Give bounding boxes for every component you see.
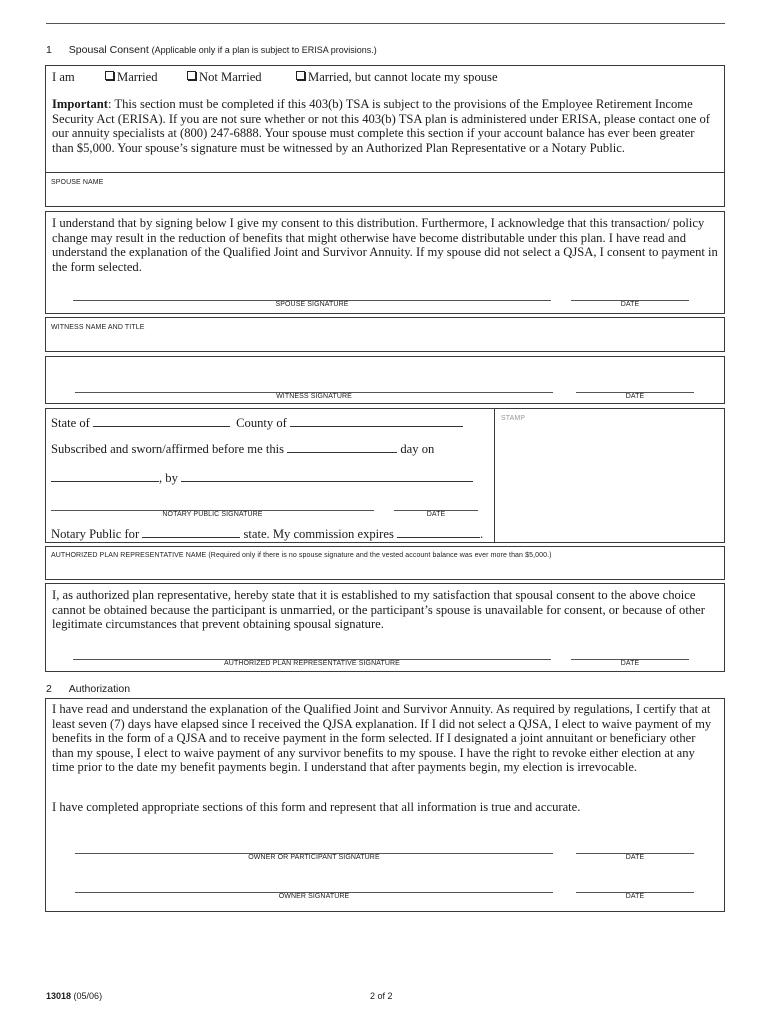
checkbox-icon	[105, 71, 114, 80]
section-1-heading	[46, 44, 377, 56]
state-of-line[interactable]	[93, 414, 230, 427]
option-married: Married	[117, 70, 158, 84]
authorized-rep-signature-label: AUTHORIZED PLAN REPRESENTATIVE SIGNATURE	[224, 660, 400, 667]
form-number-value: 13018	[46, 991, 72, 1001]
by-label: , by	[159, 471, 178, 485]
spouse-signature-label: SPOUSE SIGNATURE	[275, 301, 349, 308]
marital-status-row	[52, 70, 498, 85]
checkbox-icon	[187, 71, 196, 80]
county-of-label: County of	[236, 416, 287, 430]
date-on-line[interactable]	[51, 469, 159, 482]
authorized-rep-statement-box	[45, 583, 725, 672]
notary-state-line[interactable]	[142, 525, 240, 538]
witness-name-label: WITNESS NAME AND TITLE	[51, 324, 145, 331]
section-2-number: 2	[46, 683, 52, 695]
checkbox-icon	[296, 71, 305, 80]
county-of-line[interactable]	[290, 414, 463, 427]
commission-label: state. My commission expires	[243, 527, 394, 541]
consent-text: I understand that by signing below I give my consent to this distribution. Furthermore, I acknowledge that this transaction/ policy change may result in the reduction of benefits that might otherwise have become distributable under this plan. I have read and understand the explanation of the Qualified Joint and Survivor Annuity. If my spouse did not select a QJSA, I consent to payment in the form selected.	[52, 216, 718, 274]
stamp-label: STAMP	[501, 415, 526, 422]
form-number	[46, 991, 102, 1001]
important-paragraph	[52, 97, 719, 155]
stamp-box	[494, 408, 725, 543]
spouse-date-label: DATE	[620, 301, 640, 308]
commission-period: .	[480, 527, 484, 541]
state-county-row	[51, 414, 463, 431]
section-1-number: 1	[46, 44, 52, 56]
notary-signature-label: NOTARY PUBLIC SIGNATURE	[162, 511, 263, 518]
commission-row	[51, 525, 483, 542]
authorized-rep-name-label	[51, 552, 552, 559]
option-cannot-locate: Married, but cannot locate my spouse	[308, 70, 498, 84]
authorization-paragraph-1: I have read and understand the explanation of the Qualified Joint and Survivor Annuity. As required by regulations, I certify that at least seven (7) days have elapsed since I received the QJSA explanation. If I did not select a QJSA, I elect to waive payment of my benefits in the form of a QJSA and to receive payment in the form selected. If I designated a joint annuitant or beneficiary other than my spouse, I elect to waive payment of any survivor benefits to my spouse. I have the right to revoke either election at any time prior to the date my benefit payments begin. I understand that after payments begin, my election is irrevocable.	[52, 702, 712, 774]
section-1-subtitle: (Applicable only if a plan is subject to ERISA provisions.)	[151, 45, 377, 55]
notary-date-label: DATE	[426, 511, 446, 518]
notary-for-label: Notary Public for	[51, 527, 140, 541]
authorized-rep-name-title: AUTHORIZED PLAN REPRESENTATIVE NAME	[51, 552, 207, 559]
notary-box	[45, 408, 495, 543]
subscribed-row	[51, 440, 434, 457]
subscribed-label: Subscribed and sworn/affirmed before me this	[51, 442, 285, 456]
spouse-name-label: SPOUSE NAME	[51, 179, 104, 186]
commission-expires-line[interactable]	[397, 525, 480, 538]
authorization-box	[45, 698, 725, 912]
witness-signature-label: WITNESS SIGNATURE	[276, 393, 352, 400]
option-not-married: Not Married	[199, 70, 262, 84]
owner-participant-date-label: DATE	[625, 854, 645, 861]
authorized-rep-statement: I, as authorized plan representative, hereby state that it is established to my satisfaction that spousal consent to the above choice cannot be obtained because the participant is unmarried, or the participant’s spouse is unavailable for consent, or because of other legitimate circumstances that prevent obtaining spousal signature.	[52, 588, 705, 631]
by-name-line[interactable]	[181, 469, 473, 482]
form-date: (05/06)	[73, 991, 103, 1001]
authorization-paragraph-2: I have completed appropriate sections of this form and represent that all information is true and accurate.	[52, 800, 581, 814]
spouse-name-field[interactable]	[45, 172, 725, 207]
section-1-title: Spousal Consent	[68, 44, 149, 56]
page-number: 2 of 2	[370, 991, 393, 1001]
i-am-label: I am	[52, 70, 75, 84]
marital-status-box	[45, 65, 725, 173]
witness-date-label: DATE	[625, 393, 645, 400]
checkbox-married[interactable]	[105, 70, 158, 85]
authorized-rep-name-note: (Required only if there is no spouse signature and the vested account balance was ever more than $5,000.)	[208, 552, 552, 559]
authorized-rep-date-label: DATE	[620, 660, 640, 667]
checkbox-not-married[interactable]	[187, 70, 262, 85]
spouse-consent-box	[45, 211, 725, 314]
checkbox-cannot-locate[interactable]	[296, 70, 498, 85]
day-line[interactable]	[287, 440, 397, 453]
day-on-label: day on	[400, 442, 435, 456]
important-label: Important	[52, 97, 108, 111]
authorized-rep-name-field[interactable]	[45, 546, 725, 580]
top-rule	[46, 23, 725, 24]
witness-signature-box	[45, 356, 725, 404]
state-of-label: State of	[51, 416, 90, 430]
section-2-heading	[46, 683, 130, 695]
important-text: : This section must be completed if this 403(b) TSA is subject to the provisions of the Employee Retirement Income Security Act (ERISA). If you are not sure whether or not this 403(b) TSA plan is administered under ERISA, please contact one of our annuity specialists at (800) 247-6888. Your spouse must complete this section if your account balance has ever been greater than $5,000. Your spouse’s signature must be witnessed by an Authorized Plan Representative or a Notary Public.	[52, 97, 710, 155]
owner-participant-signature-label: OWNER OR PARTICIPANT SIGNATURE	[248, 854, 380, 861]
owner-signature-label: OWNER SIGNATURE	[278, 893, 350, 900]
witness-name-field[interactable]	[45, 317, 725, 352]
by-row	[51, 469, 473, 486]
owner-date-label: DATE	[625, 893, 645, 900]
section-2-title: Authorization	[68, 683, 131, 695]
